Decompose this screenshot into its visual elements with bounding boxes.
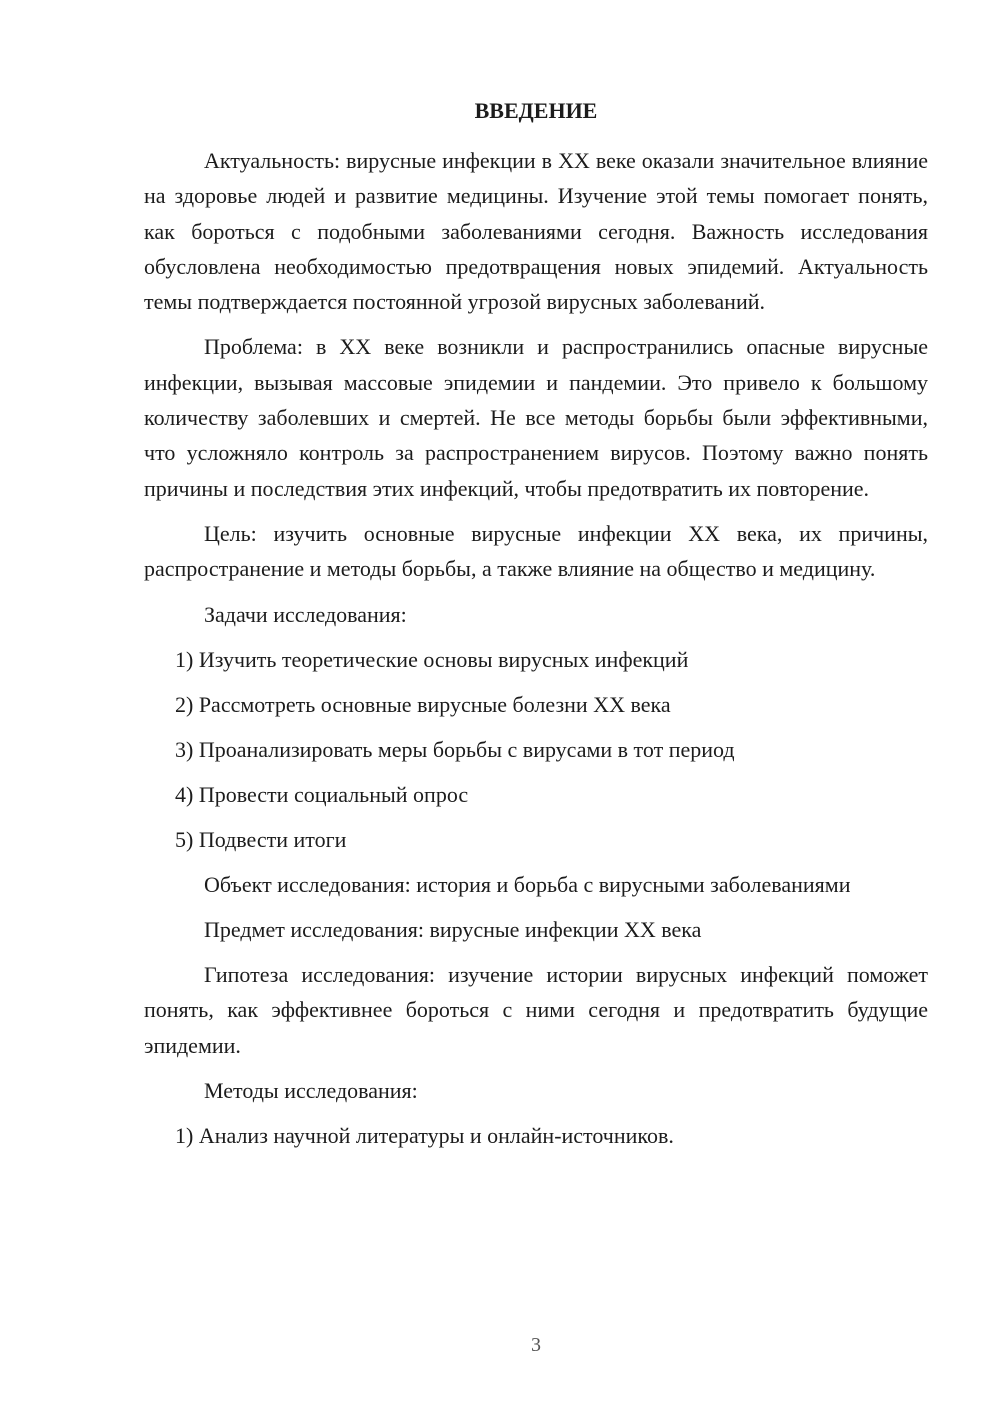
task-item: 3) Проанализировать меры борьбы с вирусами в тот период (175, 736, 735, 762)
methods-heading: Методы исследования: (204, 1078, 418, 1104)
method-item: 1) Анализ научной литературы и онлайн-источников. (175, 1123, 674, 1149)
task-item: 4) Провести социальный опрос (175, 781, 469, 807)
object-paragraph: Объект исследования: история и борьба с вирусными заболеваниями (204, 871, 851, 897)
goal-paragraph: Цель: изучить основные вирусные инфекции XX века, их причины, распространение и методы борьбы, а также влияние на общество и медицину. (144, 520, 928, 582)
tasks-heading: Задачи исследования: (204, 601, 407, 627)
relevance-paragraph: Актуальность: вирусные инфекции в XX веке оказали значительное влияние на здоровье людей и развитие медицины. Изучение этой темы помогает понять, как бороться с подобными заболеваниями сегодня. Важность исследования обусловлена необходимостью предотвращения новых эпидемий. Актуальность темы подтверждается постоянной угрозой вирусных заболеваний. (144, 148, 928, 315)
page-content (144, 97, 928, 1153)
task-item: 2) Рассмотреть основные вирусные болезни XX века (175, 691, 671, 717)
tasks-list (144, 642, 928, 857)
subject-paragraph: Предмет исследования: вирусные инфекции XX века (204, 916, 702, 942)
task-item: 1) Изучить теоретические основы вирусных инфекций (175, 646, 689, 672)
section-title: ВВЕДЕНИЕ (474, 98, 598, 123)
task-item: 5) Подвести итоги (175, 826, 347, 852)
methods-list (144, 1118, 928, 1153)
page-number: 3 (531, 1334, 541, 1356)
problem-paragraph: Проблема: в XX веке возникли и распространились опасные вирусные инфекции, вызывая массовые эпидемии и пандемии. Это привело к большому количеству заболевших и смертей. Не все методы борьбы были эффективными, что усложняло контроль за распространением вирусов. Поэтому важно понять причины и последствия этих инфекций, чтобы предотвратить их повторение. (144, 334, 928, 501)
hypothesis-paragraph: Гипотеза исследования: изучение истории вирусных инфекций поможет понять, как эффективнее бороться с ними сегодня и предотвратить будущие эпидемии. (144, 962, 928, 1058)
